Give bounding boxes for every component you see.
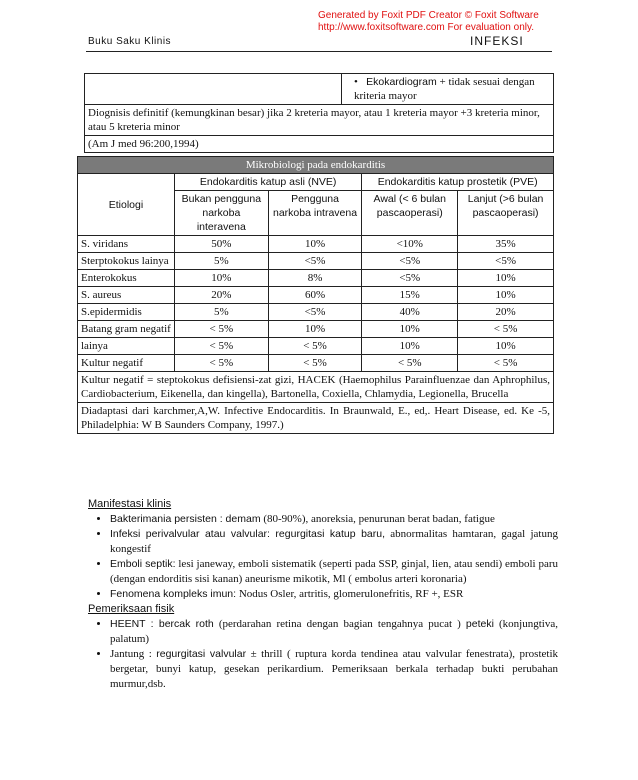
table-row xyxy=(78,355,554,372)
pve-header: Endokarditis katup prostetik (PVE) xyxy=(362,174,554,191)
item-term: Bakterimania persisten : demam xyxy=(110,513,261,525)
value-cell: 10% xyxy=(174,270,268,287)
subheader-cell: Awal (< 6 bulan pascaoperasi) xyxy=(362,191,458,236)
table-row xyxy=(78,321,554,338)
value-cell: < 5% xyxy=(174,338,268,355)
item-term: Jantung : xyxy=(110,648,152,660)
criteria-bullet-rest: + tidak sesuai dengan kriteria mayor xyxy=(354,76,535,102)
foxit-watermark xyxy=(318,10,618,34)
organism-name: S. aureus xyxy=(78,287,175,304)
value-cell: 50% xyxy=(174,236,268,253)
value-cell: 10% xyxy=(268,236,362,253)
value-cell: <5% xyxy=(268,253,362,270)
microbiology-title: Mikrobiologi pada endokarditis xyxy=(78,157,554,174)
subheader-cell: Pengguna narkoba intravena xyxy=(268,191,362,236)
nve-header: Endokarditis katup asli (NVE) xyxy=(174,174,361,191)
value-cell: < 5% xyxy=(174,355,268,372)
organism-name: Kultur negatif xyxy=(78,355,175,372)
organism-name: S. viridans xyxy=(78,236,175,253)
value-cell: 10% xyxy=(362,321,458,338)
value-cell: 35% xyxy=(458,236,554,253)
item-text: (konjungtiva, palatum) xyxy=(110,618,558,645)
criteria-reference: (Am J med 96:200,1994) xyxy=(85,136,554,153)
value-cell: < 5% xyxy=(458,355,554,372)
list-item xyxy=(110,557,558,587)
organism-name: S.epidermidis xyxy=(78,304,175,321)
organism-name: Sterptokokus lainya xyxy=(78,253,175,270)
table-row xyxy=(78,287,554,304)
value-cell: <5% xyxy=(362,253,458,270)
diagnosis-text: Diognisis definitif (kemungkinan besar) jika 2 kreteria mayor, atau 1 kreteria mayor +3 kreteria minor, atau 5 kreteria minor xyxy=(85,105,554,136)
value-cell: 10% xyxy=(458,338,554,355)
value-cell: <10% xyxy=(362,236,458,253)
value-cell: 8% xyxy=(268,270,362,287)
list-item xyxy=(110,512,558,527)
culture-negative-note: Kultur negatif = steptokokus defisiensi-zat gizi, HACEK (Haemophilus Parainfluenzae dan Aphrophilus, Cardiobacterium, Eikenella, dan kingella), Bartonella, Coxiella, Chlamydia, Legionella, Brucella xyxy=(78,372,554,403)
value-cell: 40% xyxy=(362,304,458,321)
foxit-line-1: Generated by Foxit PDF Creator © Foxit Software xyxy=(318,10,539,21)
value-cell: <5% xyxy=(362,270,458,287)
subheader-cell: Lanjut (>6 bulan pascaoperasi) xyxy=(458,191,554,236)
value-cell: 5% xyxy=(174,304,268,321)
value-cell: < 5% xyxy=(174,321,268,338)
microbiology-table xyxy=(77,156,554,434)
item-term: HEENT : bercak roth xyxy=(110,618,214,630)
value-cell: <5% xyxy=(268,304,362,321)
item-term: Infeksi perivalvular atau valvular: regurgitasi katup baru, xyxy=(110,528,385,540)
value-cell: < 5% xyxy=(268,355,362,372)
table-row xyxy=(78,253,554,270)
subheader-cell: Bukan pengguna narkoba interavena xyxy=(174,191,268,236)
value-cell: 10% xyxy=(458,287,554,304)
table-row xyxy=(78,338,554,355)
list-item xyxy=(110,587,558,602)
item-text: lesi janeway, emboli sistematik (seperti pada SSP, ginjal, lien, atau sendi) emboli paru (dengan endorditis sisi kanan) aneurisme mikotik, Ml ( embolus arteri koronaria) xyxy=(110,558,559,585)
item-term: regurgitasi valvular xyxy=(156,648,247,660)
item-text: Nodus Osler, artritis, glomerulonefritis, RF +, ESR xyxy=(236,588,464,600)
value-cell: 20% xyxy=(174,287,268,304)
item-term: peteki xyxy=(465,618,494,630)
foxit-line-2: http://www.foxitsoftware.com For evaluation only. xyxy=(318,22,535,33)
criteria-table xyxy=(84,73,554,153)
value-cell: < 5% xyxy=(458,321,554,338)
table-row xyxy=(78,236,554,253)
manifestasi-list xyxy=(88,512,558,602)
table-row xyxy=(78,304,554,321)
list-item xyxy=(110,617,558,647)
etiologi-header: Etiologi xyxy=(78,174,175,236)
value-cell: 10% xyxy=(268,321,362,338)
criteria-bullet-cell xyxy=(342,74,554,105)
chapter-title: INFEKSI xyxy=(470,34,524,48)
bullet-icon: • xyxy=(354,76,358,88)
value-cell: 60% xyxy=(268,287,362,304)
value-cell: 15% xyxy=(362,287,458,304)
item-text: (perdarahan retina dengan bagian tengahnya pucat ) xyxy=(213,618,466,630)
item-text: (80-90%), anoreksia, penurunan berat badan, fatigue xyxy=(260,513,495,525)
organism-name: Batang gram negatif xyxy=(78,321,175,338)
value-cell: <5% xyxy=(458,253,554,270)
organism-name: lainya xyxy=(78,338,175,355)
value-cell: 5% xyxy=(174,253,268,270)
value-cell: 10% xyxy=(362,338,458,355)
item-term: Fenomena kompleks imun: xyxy=(110,588,237,600)
book-title: Buku Saku Klinis xyxy=(88,36,172,47)
header-rule xyxy=(86,51,552,52)
organism-name: Enterokokus xyxy=(78,270,175,287)
pemeriksaan-list xyxy=(88,617,558,692)
table-source: Diadaptasi dari karchmer,A,W. Infective Endocarditis. In Braunwald, E., ed,. Heart Disease, ed. Ke -5, Philadelphia: W B Saunders Company, 1997.) xyxy=(78,403,554,434)
manifestasi-title: Manifestasi klinis xyxy=(88,498,172,510)
pemeriksaan-title: Pemeriksaan fisik xyxy=(88,603,175,615)
item-text: ± thrill ( ruptura korda tendinea atau valvular fenestrata), prostetik bergetar, bunyi katup, gesekan perikardium. Pemeriksaan berkala terhadap bukti perubahan murmur,dsb. xyxy=(110,648,559,690)
list-item xyxy=(110,647,558,692)
list-item xyxy=(110,527,558,557)
value-cell: 10% xyxy=(458,270,554,287)
value-cell: < 5% xyxy=(362,355,458,372)
table-row xyxy=(78,270,554,287)
value-cell: < 5% xyxy=(268,338,362,355)
item-text: abnormalitas hamtaran, gagal jatung kongestif xyxy=(110,528,558,555)
clinical-section xyxy=(88,497,558,692)
value-cell: 20% xyxy=(458,304,554,321)
criteria-bullet-term: Ekokardiogram xyxy=(366,76,437,88)
item-term: Emboli septik: xyxy=(110,558,176,570)
